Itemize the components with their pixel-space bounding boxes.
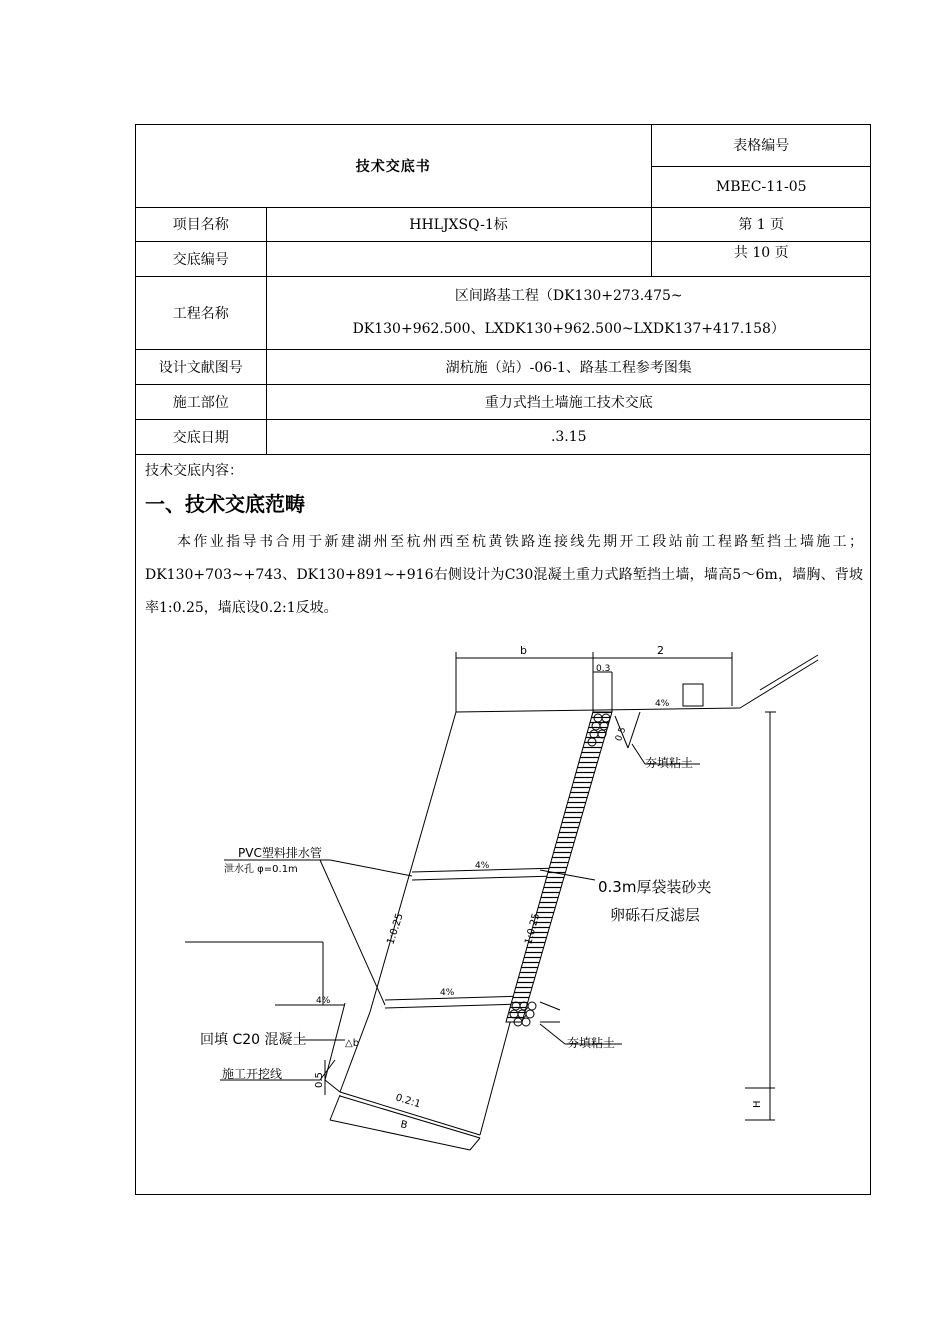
filter-label-line2: 卵砾石反滤层 [610, 906, 701, 924]
dim-H-label: H [752, 1100, 763, 1108]
project-name-value: HHLJXSQ-1标 [266, 207, 651, 241]
work-name-label: 工程名称 [136, 276, 266, 349]
dim-03-label: 0.3 [596, 664, 611, 674]
construction-part-value: 重力式挡土墙施工技术交底 [266, 384, 871, 419]
clay-bottom-label: 夯填粘土 [567, 1036, 616, 1050]
dim-b-label: b [520, 644, 527, 657]
drain-pipe-lower [385, 996, 525, 1000]
dim-B-label: B [399, 1119, 409, 1132]
document-title: 技术交底书 [136, 125, 651, 207]
page-current: 第 1 页 [651, 207, 871, 241]
construction-part-label: 施工部位 [136, 384, 266, 419]
date-value: .3.15 [266, 419, 871, 454]
date-label: 交底日期 [136, 419, 266, 454]
work-name-line2: DK130+962.500、LXDK130+962.500~LXDK137+417.158） [352, 320, 785, 337]
section-title: 一、技术交底范畴 [145, 492, 305, 516]
design-doc-value: 湖杭施（站）-06-1、路基工程参考图集 [266, 349, 871, 384]
ditch-block [683, 684, 703, 706]
delta-b-label: △b [345, 1038, 360, 1049]
filter-layer [506, 712, 612, 1022]
slope-mid-label: 4% [475, 861, 490, 871]
excavation-label: 施工开挖线 [222, 1067, 283, 1081]
work-name-line1: 区间路基工程（DK130+273.475~ [454, 287, 683, 304]
page-total: 共 10 页 [651, 241, 871, 276]
content-label: 技术交底内容： [145, 463, 243, 479]
design-doc-label: 设计文献图号 [136, 349, 266, 384]
slope-front-label: 1:0.25 [385, 912, 406, 946]
slope-back-label: 1:0.25 [523, 912, 543, 946]
dim-05-top-label: 0.5 [614, 725, 629, 743]
backfill-label: 回填 C20 混凝土 [200, 1032, 307, 1048]
section-paragraph: 本作业指导书合用于新建湖州至杭州西至杭黄铁路连接线先期开工段站前工程路堑挡土墙施工；DK130+703~+743、DK130+891~+916右侧设计为C30混凝土重力式路堑挡土墙，墙高5～6m，墙胸、背坡率1:0.25，墙底设0.2:1反坡。 [145, 534, 863, 616]
clay-top-label: 夯填粘土 [645, 756, 694, 770]
filter-label-line1: 0.3m厚袋装砂夹 [598, 878, 712, 896]
slope-low-label: 4% [440, 988, 455, 998]
wall-back-face [370, 712, 456, 1012]
project-name-label: 项目名称 [136, 207, 266, 241]
slope-top-label: 4% [655, 699, 670, 709]
top-ground-line [456, 708, 740, 712]
excavation-line [320, 860, 385, 1005]
dim-05-bottom-label: 0.5 [314, 1072, 325, 1088]
disclosure-no-label: 交底编号 [136, 241, 266, 276]
form-no-label: 表格编号 [651, 125, 871, 166]
pvc-pipe-label: PVC塑料排水管 [238, 846, 322, 860]
dim-2-label: 2 [657, 644, 664, 657]
slope-bottom-label: 4% [316, 996, 331, 1006]
dim-slope-02-label: 0.2:1 [394, 1092, 422, 1111]
form-no-value: MBEC-11-05 [651, 166, 871, 207]
drain-hole-label: 泄水孔 φ=0.1m [224, 864, 298, 875]
